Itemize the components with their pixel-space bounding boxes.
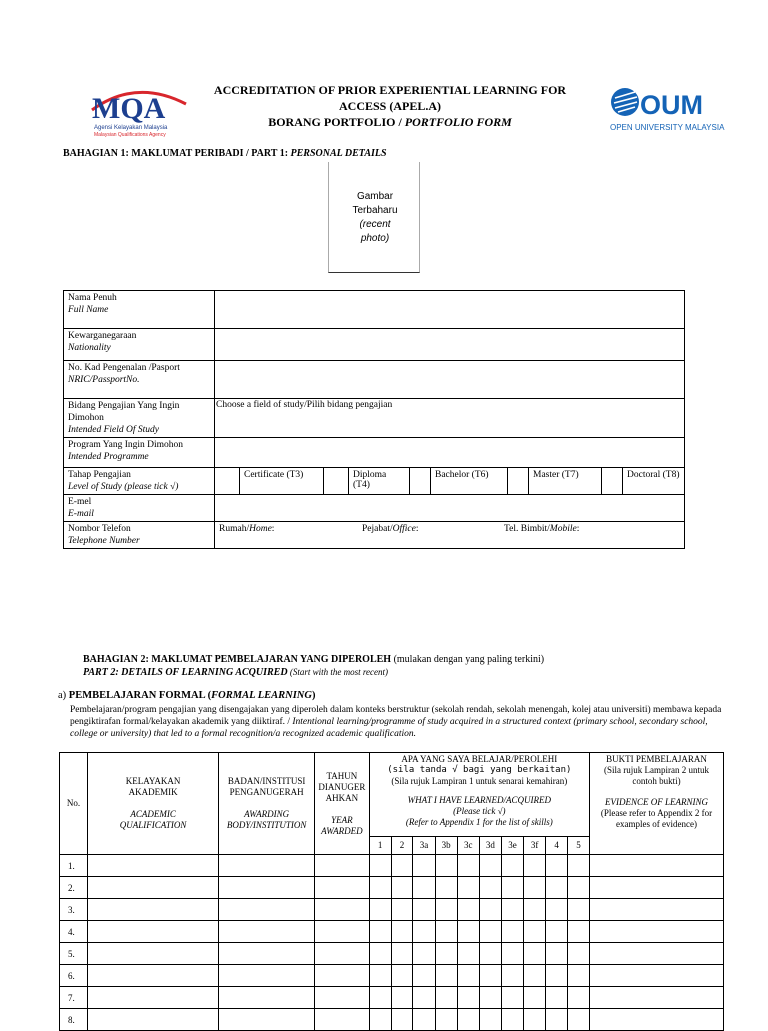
nationality-field[interactable] — [215, 329, 685, 361]
row-nationality — [64, 329, 685, 361]
skill-column-header: 4 — [546, 837, 568, 855]
skill-tick-cell[interactable] — [435, 1009, 457, 1031]
skill-tick-cell[interactable] — [369, 943, 391, 965]
skill-column-header: 2 — [391, 837, 413, 855]
row-email — [64, 495, 685, 522]
phone-mobile-english: Mobile — [549, 524, 577, 534]
skill-tick-cell[interactable] — [391, 943, 413, 965]
header-evidence-ref: (Sila rujuk Lampiran 2 untuk contoh bukti) — [603, 765, 709, 786]
formal-header-row — [60, 753, 724, 837]
label-malay: Program Yang Ingin Dimohon — [68, 440, 184, 450]
skill-tick-cell[interactable] — [413, 855, 435, 877]
skill-tick-cell[interactable] — [501, 943, 523, 965]
skill-tick-cell[interactable] — [501, 877, 523, 899]
skill-tick-cell[interactable] — [369, 921, 391, 943]
skill-tick-cell[interactable] — [391, 877, 413, 899]
field-of-study-select[interactable]: Choose a field of study/Pilih bidang pengajian — [215, 399, 685, 438]
formal-learning-description — [70, 704, 735, 740]
programme-field[interactable] — [215, 438, 685, 468]
skill-column-header: 3a — [413, 837, 435, 855]
part1-heading — [63, 148, 387, 159]
part2-heading-english: PART 2: DETAILS OF LEARNING ACQUIRED — [83, 667, 288, 678]
skill-tick-cell[interactable] — [479, 943, 501, 965]
level-master: Master (T7) — [533, 470, 579, 480]
header-body-malay: BADAN/INSTITUSI PENGANUGERAH — [227, 776, 306, 797]
skill-tick-cell[interactable] — [413, 965, 435, 987]
skill-tick-cell[interactable] — [524, 1009, 546, 1031]
tick-box-master[interactable] — [508, 468, 529, 494]
skill-tick-cell[interactable] — [546, 987, 568, 1009]
skill-tick-cell[interactable] — [479, 899, 501, 921]
label-nationality — [64, 329, 215, 361]
year-cell[interactable] — [315, 877, 370, 899]
tick-box-bachelor[interactable] — [410, 468, 431, 494]
label-malay: Bidang Pengajian Yang Ingin Dimohon — [68, 401, 180, 423]
skill-tick-cell[interactable] — [524, 855, 546, 877]
part1-heading-english: PERSONAL DETAILS — [290, 148, 387, 159]
level-certificate: Certificate (T3) — [244, 470, 304, 480]
skill-tick-cell[interactable] — [435, 987, 457, 1009]
label-field-of-study — [64, 399, 215, 438]
header-evidence-english: EVIDENCE OF LEARNING — [604, 797, 708, 807]
label-email — [64, 495, 215, 522]
skill-column-header: 3e — [501, 837, 523, 855]
skill-tick-cell[interactable] — [413, 943, 435, 965]
row-number: 7. — [60, 987, 88, 1009]
photo-placeholder[interactable] — [328, 162, 420, 273]
skill-tick-cell[interactable] — [546, 1009, 568, 1031]
skill-tick-cell[interactable] — [391, 1009, 413, 1031]
evidence-cell[interactable] — [589, 965, 723, 987]
skill-tick-cell[interactable] — [479, 1009, 501, 1031]
skill-tick-cell[interactable] — [568, 943, 590, 965]
level-bachelor: Bachelor (T6) — [435, 470, 489, 480]
skill-tick-cell[interactable] — [369, 987, 391, 1009]
skill-tick-cell[interactable] — [369, 1009, 391, 1031]
qualification-cell[interactable] — [88, 921, 219, 943]
photo-line-2: Terbaharu — [352, 205, 398, 216]
formal-learning-table — [59, 752, 724, 1031]
skill-tick-cell[interactable] — [413, 921, 435, 943]
row-number: 8. — [60, 1009, 88, 1031]
skill-tick-cell[interactable] — [568, 921, 590, 943]
telephone-grid — [215, 522, 684, 548]
header-qualification-english: ACADEMIC QUALIFICATION — [119, 809, 187, 830]
skill-tick-cell[interactable] — [391, 965, 413, 987]
skill-tick-cell[interactable] — [524, 921, 546, 943]
evidence-cell[interactable] — [589, 943, 723, 965]
label-english: Telephone Number — [68, 536, 140, 546]
telephone-fields — [215, 522, 685, 549]
skill-tick-cell[interactable] — [413, 877, 435, 899]
awarding-body-cell[interactable] — [219, 877, 315, 899]
skill-tick-cell[interactable] — [524, 943, 546, 965]
skill-tick-cell[interactable] — [369, 965, 391, 987]
label-english: Level of Study (please tick √) — [68, 482, 179, 492]
skill-tick-cell[interactable] — [568, 877, 590, 899]
skill-tick-cell[interactable] — [568, 965, 590, 987]
label-english: Full Name — [68, 305, 109, 315]
part2-heading-english-line — [83, 666, 703, 679]
awarding-body-cell[interactable] — [219, 921, 315, 943]
qualification-cell[interactable] — [88, 899, 219, 921]
label-english: E-mail — [68, 509, 94, 519]
label-english: Nationality — [68, 343, 111, 353]
qualification-cell[interactable] — [88, 965, 219, 987]
skill-tick-cell[interactable] — [391, 899, 413, 921]
header-qualification — [88, 753, 219, 855]
skill-tick-cell[interactable] — [435, 899, 457, 921]
row-number: 3. — [60, 899, 88, 921]
tick-box-diploma[interactable] — [324, 468, 349, 494]
skill-tick-cell[interactable] — [457, 943, 479, 965]
skill-tick-cell[interactable] — [501, 855, 523, 877]
table-row — [60, 943, 724, 965]
formal-desc-malay: Pembelajaran/program pengajian yang disengajakan yang diperoleh dalam konteks berstruktur (sekolah rendah, sekolah menengah, kolej atau universiti) membawa kepada pengiktirafan formal/kelayakan akademik yang diiktiraf. / — [70, 705, 722, 727]
formal-heading-english: FORMAL LEARNING — [211, 690, 312, 701]
part2-heading-malay: BAHAGIAN 2: MAKLUMAT PEMBELAJARAN YANG DIPEROLEH — [83, 654, 392, 665]
photo-line-4: photo) — [360, 233, 390, 244]
phone-mobile-malay: Tel. Bimbit/ — [504, 524, 550, 534]
skill-tick-cell[interactable] — [568, 899, 590, 921]
header-learned-tick-en: (Please tick √) — [453, 806, 506, 816]
header-learned-malay: APA YANG SAYA BELAJAR/PEROLEHI — [401, 754, 558, 764]
awarding-body-cell[interactable] — [219, 965, 315, 987]
skill-tick-cell[interactable] — [391, 987, 413, 1009]
evidence-cell[interactable] — [589, 1009, 723, 1031]
level-of-study-options — [215, 468, 685, 495]
evidence-cell[interactable] — [589, 899, 723, 921]
skill-tick-cell[interactable] — [501, 965, 523, 987]
email-field[interactable] — [215, 495, 685, 522]
part1-heading-malay: BAHAGIAN 1: MAKLUMAT PERIBADI / PART 1: — [63, 148, 291, 159]
header-year-english: YEAR AWARDED — [321, 814, 363, 836]
phone-office-colon: : — [415, 524, 419, 534]
part2-heading — [83, 653, 703, 679]
label-malay: Nombor Telefon — [68, 524, 131, 534]
label-full-name — [64, 291, 215, 329]
skill-tick-cell[interactable] — [457, 921, 479, 943]
skill-tick-cell[interactable] — [501, 899, 523, 921]
skill-tick-cell[interactable] — [369, 899, 391, 921]
row-full-name — [64, 291, 685, 329]
skill-tick-cell[interactable] — [501, 921, 523, 943]
skill-tick-cell[interactable] — [479, 877, 501, 899]
oum-logo — [608, 86, 732, 136]
qualification-cell[interactable] — [88, 1009, 219, 1031]
nric-field[interactable] — [215, 361, 685, 399]
skill-column-header: 5 — [568, 837, 590, 855]
level-doctoral: Doctoral (T8) — [627, 470, 680, 480]
photo-line-1: Gambar — [356, 191, 394, 202]
tick-box-certificate[interactable] — [215, 468, 240, 494]
row-number: 5. — [60, 943, 88, 965]
skill-tick-cell[interactable] — [479, 987, 501, 1009]
skill-tick-cell[interactable] — [524, 987, 546, 1009]
title-line-3-malay: BORANG PORTFOLIO / — [268, 115, 405, 129]
label-nric — [64, 361, 215, 399]
skill-tick-cell[interactable] — [457, 877, 479, 899]
label-english: Intended Field Of Study — [68, 425, 160, 435]
table-row — [60, 855, 724, 877]
skill-tick-cell[interactable] — [413, 899, 435, 921]
table-row — [60, 987, 724, 1009]
table-row — [60, 877, 724, 899]
skill-tick-cell[interactable] — [568, 987, 590, 1009]
level-diploma: Diploma (T4) — [353, 470, 387, 490]
title-line-2: ACCESS (APEL.A) — [338, 99, 441, 113]
label-programme — [64, 438, 215, 468]
formal-heading-malay: PEMBELAJARAN FORMAL ( — [68, 690, 212, 701]
header-learned-tick: (sila tanda √ bagi yang berkaitan) — [387, 765, 572, 775]
header-awarding-body — [219, 753, 315, 855]
year-cell[interactable] — [315, 921, 370, 943]
header-learned-ref-en: (Refer to Appendix 1 for the list of skills) — [405, 817, 553, 827]
phone-home-malay: Rumah/ — [219, 524, 250, 534]
header-learned-ref: (Sila rujuk Lampiran 1 untuk senarai kemahiran) — [391, 776, 568, 786]
skill-tick-cell[interactable] — [546, 855, 568, 877]
label-malay: Tahap Pengajian — [68, 470, 131, 480]
row-number: 2. — [60, 877, 88, 899]
tick-box-doctoral[interactable] — [602, 468, 623, 494]
header-qualification-malay: KELAYAKAN AKADEMIK — [125, 776, 181, 797]
skill-tick-cell[interactable] — [457, 899, 479, 921]
label-malay: Kewarganegaraan — [68, 331, 137, 341]
title-line-3-english: PORTFOLIO FORM — [404, 115, 512, 129]
mqa-agency-malay: Agensi Kelayakan Malaysia — [94, 125, 168, 131]
row-number: 4. — [60, 921, 88, 943]
label-telephone — [64, 522, 215, 549]
phone-home-colon: : — [271, 524, 275, 534]
phone-office-english: Office — [392, 524, 416, 534]
table-row — [60, 965, 724, 987]
evidence-cell[interactable] — [589, 855, 723, 877]
skill-tick-cell[interactable] — [546, 877, 568, 899]
header-learned-english: WHAT I HAVE LEARNED/ACQUIRED — [407, 795, 551, 805]
year-cell[interactable] — [315, 1009, 370, 1031]
skill-tick-cell[interactable] — [435, 877, 457, 899]
label-english: Intended Programme — [68, 452, 149, 462]
skill-tick-cell[interactable] — [391, 855, 413, 877]
header-year-malay: TAHUN DIANUGER AHKAN — [318, 770, 366, 803]
formal-desc-english: Intentional learning/programme of study acquired in a structured context (primary school, secondary school, college or university) that led to a formal recognition/a recognized academic qualification. — [70, 717, 708, 739]
skill-tick-cell[interactable] — [524, 965, 546, 987]
skill-tick-cell[interactable] — [457, 987, 479, 1009]
row-nric — [64, 361, 685, 399]
skill-tick-cell[interactable] — [546, 965, 568, 987]
oum-subtitle: OPEN UNIVERSITY MALAYSIA — [610, 123, 725, 132]
table-row — [60, 921, 724, 943]
evidence-cell[interactable] — [589, 921, 723, 943]
skill-column-header: 3c — [457, 837, 479, 855]
document-title — [200, 82, 580, 130]
skill-tick-cell[interactable] — [524, 899, 546, 921]
level-options-grid — [215, 468, 684, 494]
skill-column-header: 1 — [369, 837, 391, 855]
label-english: NRIC/PassportNo. — [68, 375, 140, 385]
skill-tick-cell[interactable] — [413, 1009, 435, 1031]
table-row — [60, 1009, 724, 1031]
awarding-body-cell[interactable] — [219, 1009, 315, 1031]
phone-home-english: Home — [249, 524, 272, 534]
skill-tick-cell[interactable] — [413, 987, 435, 1009]
part2-heading-english-note: (Start with the most recent) — [287, 667, 388, 677]
mqa-logo-letters: MQA — [92, 92, 166, 125]
evidence-cell[interactable] — [589, 877, 723, 899]
skill-tick-cell[interactable] — [568, 855, 590, 877]
skill-tick-cell[interactable] — [479, 855, 501, 877]
phone-mobile-colon: : — [576, 524, 580, 534]
label-malay: Nama Penuh — [68, 293, 117, 303]
header-evidence — [589, 753, 723, 855]
awarding-body-cell[interactable] — [219, 943, 315, 965]
skill-column-header: 3b — [435, 837, 457, 855]
phone-home-field[interactable] — [215, 522, 358, 548]
header-no: No. — [60, 753, 88, 855]
header-year — [315, 753, 370, 855]
awarding-body-cell[interactable] — [219, 899, 315, 921]
table-row — [60, 899, 724, 921]
qualification-cell[interactable] — [88, 877, 219, 899]
skill-tick-cell[interactable] — [435, 965, 457, 987]
skill-tick-cell[interactable] — [369, 855, 391, 877]
title-line-3 — [200, 114, 580, 130]
formal-learning-heading — [58, 690, 315, 701]
skill-tick-cell[interactable] — [435, 943, 457, 965]
title-line-1: ACCREDITATION OF PRIOR EXPERIENTIAL LEARNING FOR — [213, 83, 567, 97]
row-telephone — [64, 522, 685, 549]
photo-caption — [339, 190, 411, 246]
skill-column-header: 3d — [479, 837, 501, 855]
skill-column-header: 3f — [524, 837, 546, 855]
formal-label: a) — [58, 690, 69, 701]
skill-tick-cell[interactable] — [479, 921, 501, 943]
skill-tick-cell[interactable] — [435, 855, 457, 877]
skill-tick-cell[interactable] — [501, 987, 523, 1009]
skill-tick-cell[interactable] — [457, 965, 479, 987]
skill-tick-cell[interactable] — [524, 877, 546, 899]
row-level-of-study — [64, 468, 685, 495]
personal-details-table — [63, 290, 685, 549]
phone-mobile-field[interactable] — [500, 522, 684, 548]
skill-tick-cell[interactable] — [546, 943, 568, 965]
part2-heading-malay-note: (mulakan dengan yang paling terkini) — [391, 654, 545, 665]
row-number: 6. — [60, 965, 88, 987]
skill-tick-cell[interactable] — [435, 921, 457, 943]
evidence-cell[interactable] — [589, 987, 723, 1009]
skill-tick-cell[interactable] — [391, 921, 413, 943]
oum-logo-letters: OUM — [640, 90, 703, 120]
photo-line-3: (recent — [359, 219, 391, 230]
label-malay: E-mel — [68, 497, 92, 507]
skill-tick-cell[interactable] — [546, 899, 568, 921]
row-number: 1. — [60, 855, 88, 877]
qualification-cell[interactable] — [88, 855, 219, 877]
year-cell[interactable] — [315, 899, 370, 921]
skill-tick-cell[interactable] — [546, 921, 568, 943]
full-name-field[interactable] — [215, 291, 685, 329]
header-evidence-ref-en: (Please refer to Appendix 2 for examples of evidence) — [600, 808, 713, 829]
header-evidence-malay: BUKTI PEMBELAJARAN — [606, 754, 707, 764]
year-cell[interactable] — [315, 965, 370, 987]
label-malay: No. Kad Pengenalan /Pasport — [68, 363, 180, 373]
header-body-english: AWARDING BODY/INSTITUTION — [226, 809, 307, 830]
skill-tick-cell[interactable] — [369, 877, 391, 899]
row-field-of-study — [64, 399, 685, 438]
skill-tick-cell[interactable] — [501, 1009, 523, 1031]
phone-office-malay: Pejabat/ — [362, 524, 393, 534]
year-cell[interactable] — [315, 987, 370, 1009]
year-cell[interactable] — [315, 855, 370, 877]
qualification-cell[interactable] — [88, 943, 219, 965]
skill-tick-cell[interactable] — [457, 1009, 479, 1031]
phone-office-field[interactable] — [358, 522, 500, 548]
qualification-cell[interactable] — [88, 987, 219, 1009]
year-cell[interactable] — [315, 943, 370, 965]
skill-tick-cell[interactable] — [457, 855, 479, 877]
row-programme — [64, 438, 685, 468]
skill-tick-cell[interactable] — [479, 965, 501, 987]
skill-tick-cell[interactable] — [568, 1009, 590, 1031]
mqa-logo — [86, 82, 196, 140]
label-level-of-study — [64, 468, 215, 495]
header-what-learned — [369, 753, 589, 837]
part2-heading-malay-line — [83, 653, 703, 666]
formal-heading-close: ) — [311, 690, 316, 701]
awarding-body-cell[interactable] — [219, 855, 315, 877]
mqa-agency-english: Malaysian Qualifications Agency — [94, 132, 166, 138]
awarding-body-cell[interactable] — [219, 987, 315, 1009]
